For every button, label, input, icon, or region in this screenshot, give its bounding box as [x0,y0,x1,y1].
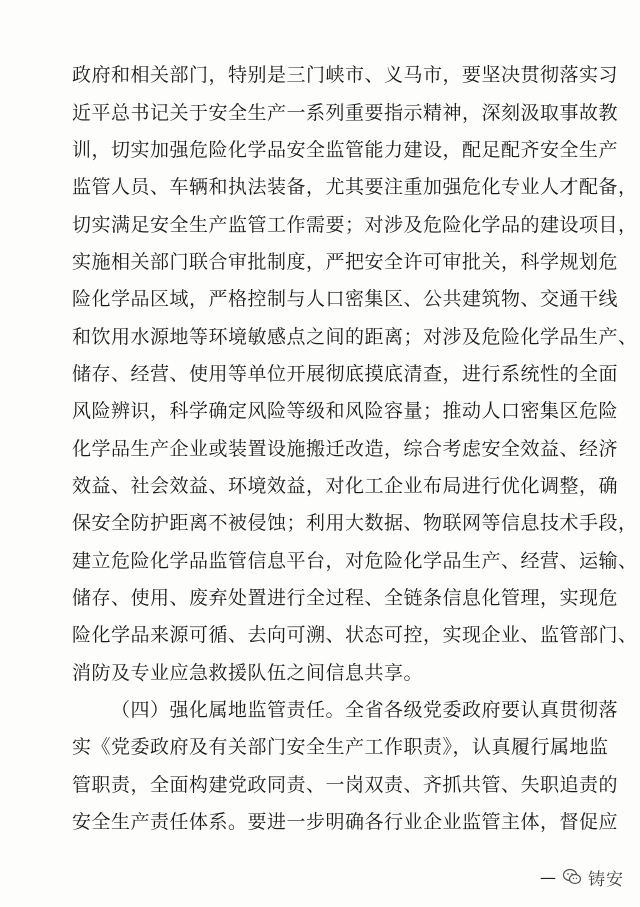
text-line: 管职责，全面构建党政同责、一岗双责、齐抓共管、失职追责的 [72,774,619,796]
text-line: 和饮用水源地等环境敏感点之间的距离；对涉及危险化学品生产、 [72,326,638,348]
text-line: 训，切实加强危险化学品安全监管能力建设，配足配齐安全生产 [72,139,619,161]
section-heading-line: （四）强化属地监管责任。全省各级党委政府要认真贯彻落 [111,699,619,721]
text-line: 险化学品区域，严格控制与人口密集区、公共建筑物、交通干线 [72,288,619,310]
brand-label: 铸安 [588,869,624,890]
text-line: 实施相关部门联合审批制度，严把安全许可审批关，科学规划危 [72,251,619,273]
text-line: 实《党委政府及有关部门安全生产工作职责》，认真履行属地监 [72,736,609,758]
wechat-icon [562,868,582,886]
page-footer [540,862,624,892]
text-line: 切实满足安全生产监管工作需要；对涉及危险化学品的建设项目， [72,214,638,236]
page-dash: — [540,867,556,887]
text-line: 储存、经营、使用等单位开展彻底摸底清查，进行系统性的全面 [72,363,619,385]
text-line: 政府和相关部门，特别是三门峡市、义马市，要坚决贯彻落实习 [72,64,619,86]
text-line: 风险辨识，科学确定风险等级和风险容量；推动人口密集区危险 [72,400,619,422]
text-line: 化学品生产企业或装置设施搬迁改造，综合考虑安全效益、经济 [72,438,619,460]
text-line: 安全生产责任体系。要进一步明确各行业企业监管主体，督促应 [72,811,619,833]
text-line: 险化学品来源可循、去向可溯、状态可控，实现企业、监管部门、 [72,624,638,646]
text-line: 近平总书记关于安全生产一系列重要指示精神，深刻汲取事故教 [72,102,619,124]
text-line: 储存、使用、废弃处置进行全过程、全链条信息化管理，实现危 [72,587,619,609]
text-line: 保安全防护距离不被侵蚀；利用大数据、物联网等信息技术手段， [72,512,638,534]
text-line: 消防及专业应急救援队伍之间信息共享。 [72,662,424,684]
text-line: 监管人员、车辆和执法装备，尤其要注重加强危化专业人才配备， [72,176,638,198]
text-line: 效益、社会效益、环境效益，对化工企业布局进行优化调整，确 [72,475,619,497]
text-line: 建立危险化学品监管信息平台，对危险化学品生产、经营、运输、 [72,550,638,572]
